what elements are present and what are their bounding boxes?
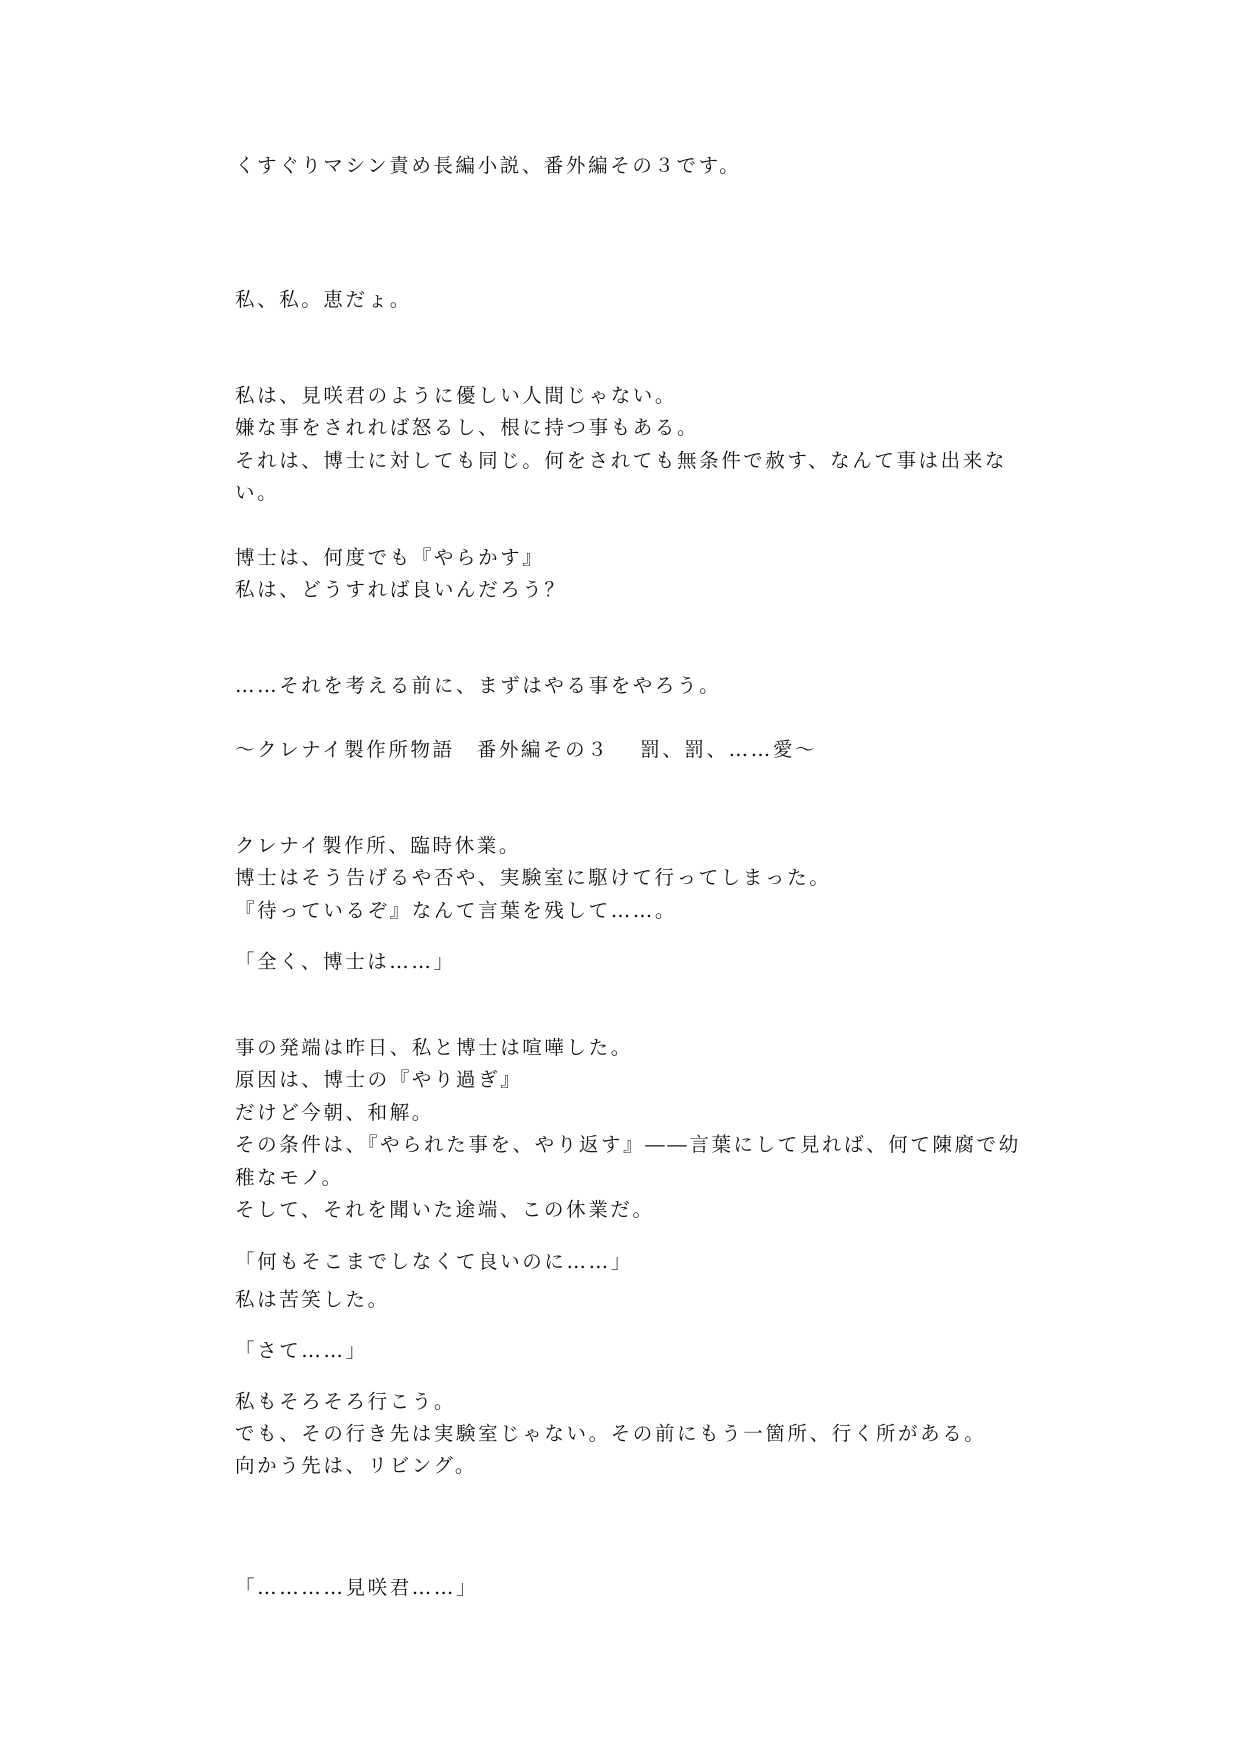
dialogue-line: 「…………見咲君……」 (235, 1576, 479, 1599)
text-line: 私、私。恵だょ。 (235, 288, 412, 311)
text-line: それは、博士に対しても同じ。何をされても無条件で赦す、なんて事は出来な (235, 449, 1007, 472)
chapter-title: ～クレナイ製作所物語 番外編その３ 罰、罰、……愛～ (235, 738, 818, 761)
text-line: その条件は、『やられた事を、やり返す』――言葉にして見れば、何て陳腐で幼 (235, 1133, 1021, 1156)
dialogue-line: 「全く、博士は……」 (235, 950, 456, 973)
text-line: 私もそろそろ行こう。 (235, 1390, 457, 1413)
text-line: 博士は、何度でも『やらかす』 (235, 546, 545, 569)
text-line: 稚なモノ。 (235, 1166, 344, 1189)
text-line: い。 (235, 481, 280, 504)
text-line: 向かう先は、リビング。 (235, 1454, 477, 1477)
text-line: クレナイ製作所、臨時休業。 (235, 834, 521, 857)
dialogue-line: 「何もそこまでしなくて良いのに……」 (235, 1250, 633, 1273)
text-line: ……それを考える前に、まずはやる事をやろう。 (235, 674, 722, 697)
text-line: でも、その行き先は実験室じゃない。その前にもう一箇所、行く所がある。 (235, 1422, 987, 1445)
text-line: 私は、見咲君のように優しい人間じゃない。 (235, 384, 678, 407)
text-line: だけど今朝、和解。 (235, 1101, 434, 1124)
text-line: 私は、どうすれば良いんだろう？ (235, 578, 567, 601)
text-line: そして、それを聞いた途端、この休業だ。 (235, 1198, 655, 1221)
text-line: 私は苦笑した。 (235, 1288, 390, 1311)
text-line: 原因は、博士の『やり過ぎ』 (235, 1068, 523, 1091)
text-line: くすぐりマシン責め長編小説、番外編その３です。 (235, 154, 742, 177)
dialogue-line: 「さて……」 (235, 1339, 368, 1362)
text-line: 事の発端は昨日、私と博士は喧嘩した。 (235, 1036, 633, 1059)
text-line: 博士はそう告げるや否や、実験室に駆けて行ってしまった。 (235, 866, 832, 889)
text-line: 『待っているぞ』なんて言葉を残して……。 (235, 899, 678, 922)
text-line: 嫌な事をされれば怒るし、根に持つ事もある。 (235, 416, 700, 439)
